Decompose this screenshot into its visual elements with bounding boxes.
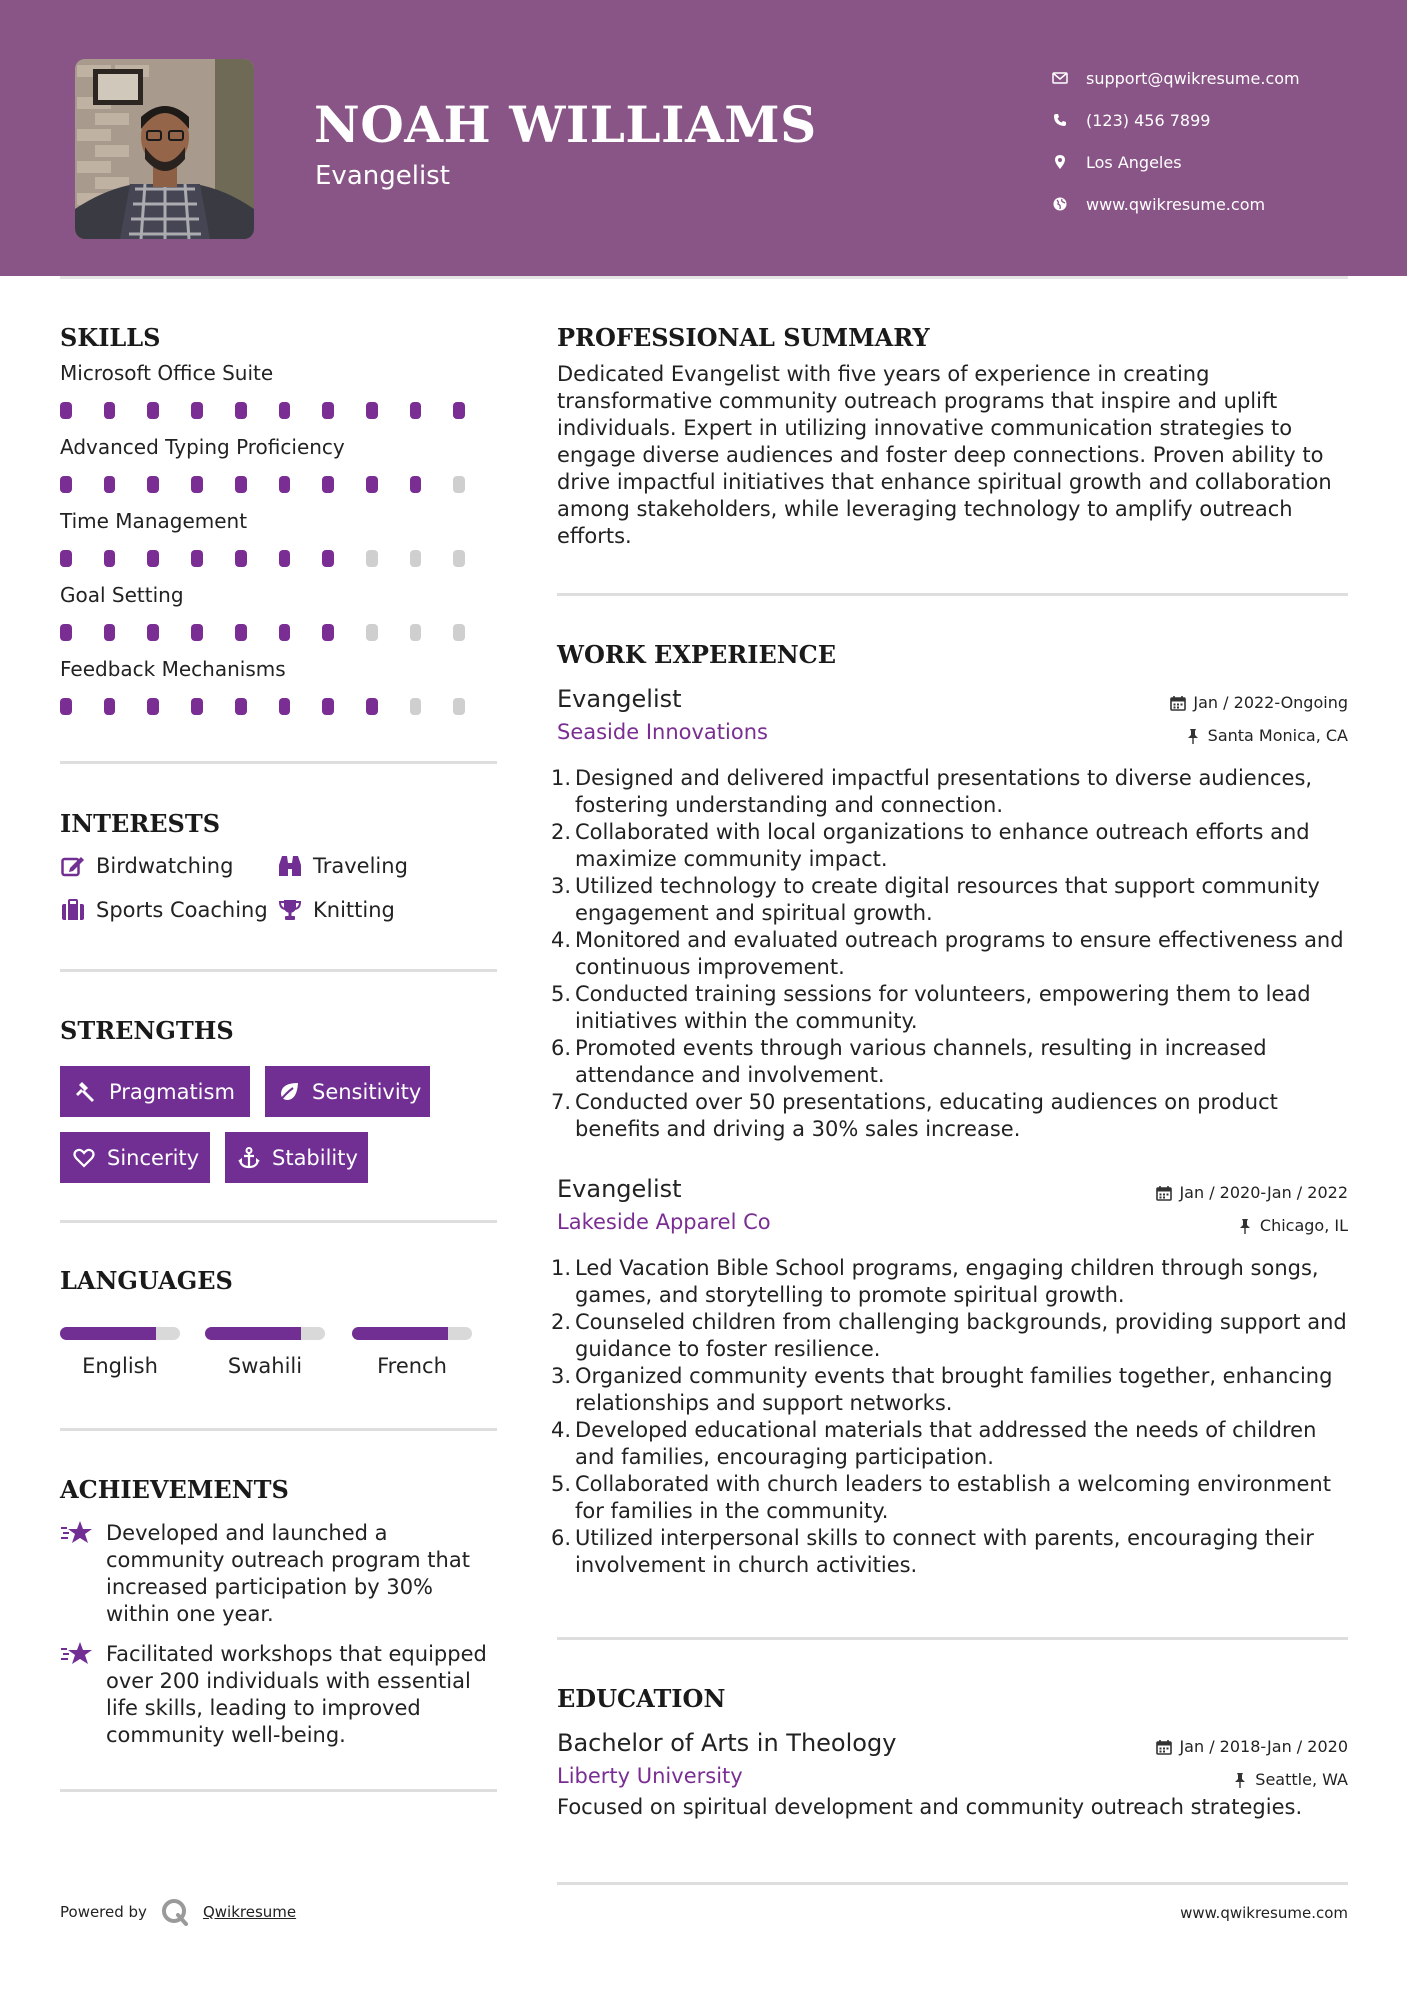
skill-name: Feedback Mechanisms bbox=[60, 657, 286, 681]
skill-dot-filled bbox=[279, 402, 291, 419]
job-title: Evangelist bbox=[557, 1175, 682, 1203]
job-duty: Collaborated with church leaders to establish a welcoming environment for families in the community. bbox=[575, 1472, 1331, 1523]
skill-dot-empty bbox=[410, 698, 422, 715]
skill-dot-empty bbox=[453, 698, 465, 715]
job-duty: Collaborated with local organizations to enhance outreach efforts and maximize community impact. bbox=[575, 820, 1310, 871]
contact-email[interactable] bbox=[1050, 57, 1390, 99]
skill-dot-empty bbox=[453, 624, 465, 641]
anchor-icon bbox=[238, 1146, 260, 1170]
calendar-icon bbox=[1169, 694, 1187, 712]
job-duty: Utilized technology to create digital resources that support community engagement and spiritual growth. bbox=[575, 874, 1320, 925]
skill-dot-filled bbox=[191, 402, 203, 419]
skill-dot-filled bbox=[60, 550, 72, 567]
skill-dot-filled bbox=[279, 624, 291, 641]
candidate-title: Evangelist bbox=[315, 161, 450, 191]
skills-section bbox=[60, 323, 497, 730]
language-name: French bbox=[377, 1354, 447, 1378]
contact-location-text: Los Angeles bbox=[1086, 152, 1182, 172]
job-title: Evangelist bbox=[557, 685, 682, 713]
skill-dot-empty bbox=[453, 476, 465, 493]
job-entry bbox=[557, 1175, 1348, 1595]
job-duties-list bbox=[557, 1255, 1348, 1579]
pushpin-icon bbox=[1231, 1771, 1249, 1789]
education-entry bbox=[557, 1729, 1348, 1819]
job-duty: Monitored and evaluated outreach programs to ensure effectiveness and continuous improvement. bbox=[575, 928, 1344, 979]
phone-icon bbox=[1050, 110, 1070, 130]
location-pin-icon bbox=[1050, 152, 1070, 172]
skills-list bbox=[60, 360, 497, 730]
skill-dot-filled bbox=[60, 698, 72, 715]
contact-website-text: www.qwikresume.com bbox=[1086, 194, 1266, 214]
school-name: Liberty University bbox=[557, 1764, 743, 1788]
skill-dot-filled bbox=[366, 698, 378, 715]
language-item bbox=[60, 1327, 180, 1378]
interest-item bbox=[60, 898, 268, 922]
achievement-text: Developed and launched a community outreach program that increased participation by 30% within one year. bbox=[106, 1521, 470, 1626]
language-level-fill bbox=[205, 1327, 301, 1340]
skill-dot-filled bbox=[235, 402, 247, 419]
contact-phone-text: (123) 456 7899 bbox=[1086, 110, 1211, 130]
binoculars-icon bbox=[277, 854, 303, 878]
calendar-icon bbox=[1155, 1184, 1173, 1202]
qwikresume-link[interactable]: Qwikresume bbox=[202, 1903, 297, 1921]
strength-label: Sincerity bbox=[107, 1145, 200, 1170]
skill-dot-filled bbox=[191, 550, 203, 567]
skill-dot-filled bbox=[191, 698, 203, 715]
skill-dot-empty bbox=[410, 624, 422, 641]
skill-dot-filled bbox=[410, 402, 422, 419]
skill-dot-filled bbox=[279, 550, 291, 567]
skill-dot-filled bbox=[322, 624, 334, 641]
contact-location bbox=[1050, 141, 1390, 183]
job-dates bbox=[1155, 1183, 1348, 1202]
job-duty: Counseled children from challenging backgrounds, providing support and guidance to foster resilience. bbox=[575, 1310, 1347, 1361]
footer-website-link[interactable]: www.qwikresume.com bbox=[1180, 1904, 1348, 1922]
language-name: English bbox=[82, 1354, 158, 1378]
divider bbox=[60, 969, 497, 972]
contact-website[interactable] bbox=[1050, 183, 1390, 225]
skill-dot-filled bbox=[60, 402, 72, 419]
skill-name: Advanced Typing Proficiency bbox=[60, 435, 345, 459]
skill-name: Goal Setting bbox=[60, 583, 184, 607]
achievement-item bbox=[60, 1520, 497, 1628]
summary-text: Dedicated Evangelist with five years of experience in creating transformative community outreach programs that inspire and uplift individuals. Expert in utilizing innovative communication strategies to engage diverse audiences and foster deep connections. Proven ability to drive impactful initiatives that enhance spiritual growth and collaboration among stakeholders, while leveraging technology to amplify outreach efforts. bbox=[557, 362, 1332, 548]
contact-email-text: support@qwikresume.com bbox=[1086, 68, 1300, 88]
language-item bbox=[205, 1327, 325, 1378]
education-dates bbox=[1155, 1737, 1348, 1756]
job-location-text: Chicago, IL bbox=[1259, 1216, 1348, 1235]
job-duty: Conducted training sessions for volunteers, empowering them to lead initiatives within the community. bbox=[575, 982, 1311, 1033]
strength-badge bbox=[225, 1132, 368, 1183]
strength-badge bbox=[265, 1066, 430, 1117]
skill-dot-filled bbox=[104, 550, 116, 567]
job-dates-text: Jan / 2022-Ongoing bbox=[1193, 693, 1348, 712]
job-company: Lakeside Apparel Co bbox=[557, 1210, 771, 1234]
skill-dot-filled bbox=[279, 698, 291, 715]
skill-dot-filled bbox=[235, 476, 247, 493]
education-dates-text: Jan / 2018-Jan / 2020 bbox=[1179, 1737, 1348, 1756]
heart-icon bbox=[73, 1146, 95, 1170]
job-location-text: Santa Monica, CA bbox=[1207, 726, 1348, 745]
skill-dot-empty bbox=[366, 550, 378, 567]
skill-dot-filled bbox=[235, 698, 247, 715]
strength-badge bbox=[60, 1132, 210, 1183]
language-level-fill bbox=[60, 1327, 156, 1340]
experience-section bbox=[557, 640, 1348, 669]
job-duty: Conducted over 50 presentations, educating audiences on product benefits and driving a 30% sales increase. bbox=[575, 1090, 1278, 1141]
header-banner bbox=[0, 0, 1407, 276]
skill-dot-filled bbox=[104, 624, 116, 641]
skill-dot-filled bbox=[410, 476, 422, 493]
skill-dot-filled bbox=[453, 402, 465, 419]
job-duty: Led Vacation Bible School programs, engaging children through songs, games, and storytelling to promote spiritual growth. bbox=[575, 1256, 1319, 1307]
job-duty: Utilized interpersonal skills to connect with parents, encouraging their involvement in church activities. bbox=[575, 1526, 1314, 1577]
divider bbox=[557, 593, 1348, 596]
job-dates bbox=[1169, 693, 1348, 712]
interest-label: Birdwatching bbox=[96, 854, 234, 878]
gavel-icon bbox=[73, 1080, 97, 1104]
footer-brand bbox=[60, 1898, 296, 1926]
skill-dot-filled bbox=[366, 402, 378, 419]
skill-dot-filled bbox=[147, 402, 159, 419]
achievement-text: Facilitated workshops that equipped over 200 individuals with essential life skills, leading to improved community well-being. bbox=[106, 1642, 487, 1747]
language-level-bar bbox=[205, 1327, 325, 1340]
header-divider bbox=[60, 276, 1348, 279]
skill-rating bbox=[60, 682, 497, 730]
qwikresume-logo-icon bbox=[161, 1898, 189, 1926]
skill-dot-filled bbox=[279, 476, 291, 493]
calendar-icon bbox=[1155, 1738, 1173, 1756]
skill-dot-filled bbox=[147, 550, 159, 567]
skill-dot-empty bbox=[410, 550, 422, 567]
job-duty: Promoted events through various channels, resulting in increased attendance and involvement. bbox=[575, 1036, 1267, 1087]
strength-label: Pragmatism bbox=[109, 1079, 235, 1104]
skill-rating bbox=[60, 534, 497, 582]
interests-heading: INTERESTS bbox=[60, 809, 221, 838]
skill-name: Time Management bbox=[60, 509, 248, 533]
education-location-text: Seattle, WA bbox=[1255, 1770, 1348, 1789]
skill-dot-empty bbox=[366, 624, 378, 641]
contact-list bbox=[1050, 57, 1390, 225]
interest-label: Knitting bbox=[313, 898, 395, 922]
interests-section bbox=[60, 809, 497, 838]
summary-section bbox=[557, 323, 1348, 550]
interest-label: Traveling bbox=[313, 854, 408, 878]
education-description: Focused on spiritual development and community outreach strategies. bbox=[557, 1795, 1303, 1819]
language-level-bar bbox=[60, 1327, 180, 1340]
candidate-name: NOAH WILLIAMS bbox=[314, 95, 817, 154]
globe-icon bbox=[1050, 194, 1070, 214]
briefcase-icon bbox=[60, 898, 86, 922]
skill-rating bbox=[60, 608, 497, 656]
interest-item bbox=[60, 854, 233, 878]
skill-dot-filled bbox=[191, 624, 203, 641]
job-entry bbox=[557, 685, 1348, 1145]
skill-dot-filled bbox=[60, 624, 72, 641]
job-dates-text: Jan / 2020-Jan / 2022 bbox=[1179, 1183, 1348, 1202]
skill-dot-filled bbox=[322, 402, 334, 419]
education-section bbox=[557, 1684, 1348, 1713]
experience-heading: WORK EXPERIENCE bbox=[557, 640, 837, 669]
interest-item bbox=[277, 854, 408, 878]
language-level-bar bbox=[352, 1327, 472, 1340]
skill-dot-filled bbox=[366, 476, 378, 493]
job-location bbox=[1236, 1216, 1348, 1235]
education-heading: EDUCATION bbox=[557, 1684, 726, 1713]
skill-dot-filled bbox=[235, 624, 247, 641]
contact-phone[interactable] bbox=[1050, 99, 1390, 141]
skill-dot-filled bbox=[322, 476, 334, 493]
skill-dot-filled bbox=[322, 550, 334, 567]
divider bbox=[60, 1428, 497, 1431]
strengths-section bbox=[60, 1016, 497, 1045]
pushpin-icon bbox=[1236, 1217, 1254, 1235]
achievements-section bbox=[60, 1475, 497, 1504]
leaf-icon bbox=[278, 1080, 300, 1104]
strength-badge bbox=[60, 1066, 250, 1117]
mail-icon bbox=[1050, 68, 1070, 88]
job-duty: Developed educational materials that addressed the needs of children and families, encouraging participation. bbox=[575, 1418, 1317, 1469]
languages-section bbox=[60, 1266, 497, 1295]
powered-by-text: Powered by bbox=[60, 1903, 147, 1921]
divider bbox=[60, 1789, 497, 1792]
language-name: Swahili bbox=[227, 1354, 303, 1378]
star-achievement-icon bbox=[60, 1639, 94, 1669]
languages-heading: LANGUAGES bbox=[60, 1266, 233, 1295]
summary-heading: PROFESSIONAL SUMMARY bbox=[557, 323, 930, 352]
divider bbox=[60, 761, 497, 764]
skill-dot-filled bbox=[60, 476, 72, 493]
skills-heading: SKILLS bbox=[60, 323, 161, 352]
strengths-heading: STRENGTHS bbox=[60, 1016, 234, 1045]
skill-name: Microsoft Office Suite bbox=[60, 361, 274, 385]
skill-dot-filled bbox=[147, 624, 159, 641]
education-location bbox=[1231, 1770, 1348, 1789]
language-level-fill bbox=[352, 1327, 448, 1340]
achievements-heading: ACHIEVEMENTS bbox=[60, 1475, 289, 1504]
interest-label: Sports Coaching bbox=[96, 898, 268, 922]
strength-label: Sensitivity bbox=[312, 1079, 422, 1104]
language-item bbox=[352, 1327, 472, 1378]
divider bbox=[557, 1882, 1348, 1885]
skill-dot-filled bbox=[104, 698, 116, 715]
skill-dot-filled bbox=[235, 550, 247, 567]
job-duty: Designed and delivered impactful presentations to diverse audiences, fostering understanding and connection. bbox=[575, 766, 1313, 817]
divider bbox=[557, 1637, 1348, 1640]
profile-photo bbox=[75, 59, 254, 239]
skill-dot-filled bbox=[104, 476, 116, 493]
interest-item bbox=[277, 898, 395, 922]
skill-dot-filled bbox=[147, 476, 159, 493]
trophy-icon bbox=[277, 898, 303, 922]
job-duties-list bbox=[557, 765, 1348, 1143]
skill-rating bbox=[60, 460, 497, 508]
achievement-item bbox=[60, 1641, 497, 1749]
skill-dot-filled bbox=[191, 476, 203, 493]
degree-title: Bachelor of Arts in Theology bbox=[557, 1729, 897, 1757]
job-duty: Organized community events that brought families together, enhancing relationships and support networks. bbox=[575, 1364, 1333, 1415]
strength-label: Stability bbox=[272, 1145, 358, 1170]
job-company: Seaside Innovations bbox=[557, 720, 768, 744]
skill-dot-filled bbox=[104, 402, 116, 419]
edit-icon bbox=[60, 854, 86, 878]
pushpin-icon bbox=[1184, 727, 1202, 745]
skill-rating bbox=[60, 386, 497, 434]
star-achievement-icon bbox=[60, 1518, 94, 1548]
divider bbox=[60, 1220, 497, 1223]
job-location bbox=[1184, 726, 1348, 745]
skill-dot-filled bbox=[322, 698, 334, 715]
skill-dot-filled bbox=[147, 698, 159, 715]
skill-dot-empty bbox=[453, 550, 465, 567]
